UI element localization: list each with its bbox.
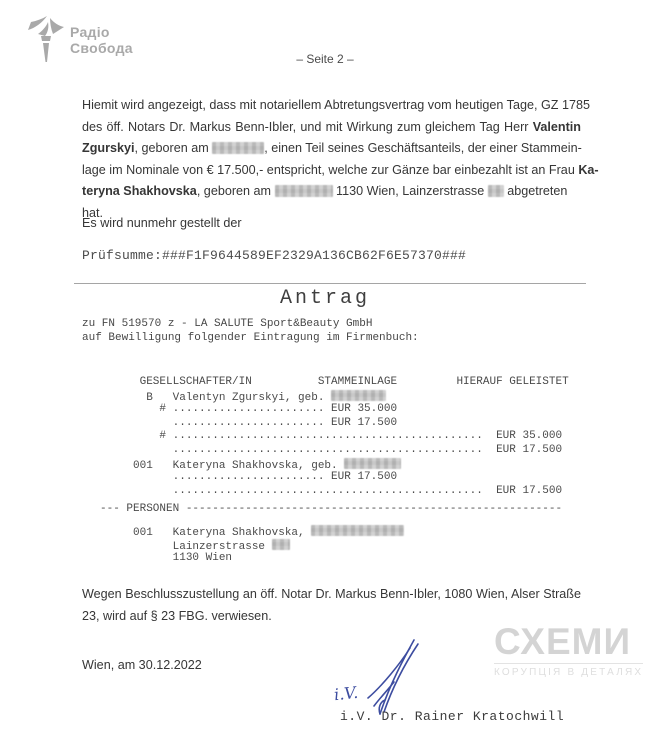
- table-row: ....................... EUR 17.500: [100, 471, 398, 484]
- date-place-line: Wien, am 30.12.2022: [82, 658, 202, 672]
- redacted-birthdate-1: [212, 142, 264, 154]
- antrag-request-line: auf Bewilligung folgender Eintragung im Firmenbuch:: [82, 332, 419, 344]
- intro-line-5: teryna Shakhovska, geboren am 1130 Wien, Lainzerstrasse abgetreten hat.: [82, 184, 568, 220]
- person-block: [100, 525, 569, 566]
- person-row-city: 1130 Wien: [100, 552, 233, 565]
- table-header-row: GESELLSCHAFTER/IN STAMMEINLAGE HIERAUF GELEISTET: [100, 376, 569, 388]
- page-number-label: – Seite 2 –: [296, 52, 354, 66]
- register-table: [100, 376, 569, 566]
- antrag-subject-line: zu FN 519570 z - LA SALUTE Sport&Beauty GmbH: [82, 318, 373, 330]
- statement-line: Es wird nunmehr gestellt der: [82, 216, 242, 230]
- intro-line-2: des öff. Notars Dr. Markus Benn-Ibler, und mit Wirkung zum gleichem Tag Herr Valentin: [82, 119, 581, 134]
- table-row: ....................... EUR 17.500: [100, 416, 398, 429]
- logo-line-1: Радіо: [70, 24, 110, 40]
- watermark-subtitle: КОРУПЦІЯ В ДЕТАЛЯХ: [494, 663, 643, 678]
- handwritten-signature-icon: [330, 636, 440, 720]
- redacted-birthdate-3: [331, 390, 386, 401]
- bold-name-shakhovska: teryna Shakhovska: [82, 184, 197, 199]
- table-row-001: 001 Kateryna Shakhovska, geb.: [100, 458, 569, 472]
- table-row-b: B Valentyn Zgurskyi, geb.: [100, 390, 569, 404]
- watermark-title: СХЕМИ: [494, 621, 632, 662]
- logo-line-2: Свобода: [70, 40, 133, 56]
- closing-line-2: 23, wird auf § 23 FBG. verwiesen.: [82, 609, 272, 623]
- table-row: # ............................................... EUR 35.000: [100, 430, 563, 443]
- personen-separator: --- PERSONEN ---------------------------------------------------------: [100, 503, 563, 516]
- redacted-birthdate-5: [311, 525, 404, 536]
- intro-line-3: Zgurskyi, geboren am , einen Teil seines Geschäftsanteils, der einer Stammein-: [82, 141, 582, 156]
- closing-line-1: Wegen Beschlusszustellung an öff. Notar Dr. Markus Benn-Ibler, 1080 Wien, Alser Straße: [82, 587, 581, 601]
- horizontal-rule: [74, 283, 586, 284]
- person-row-name: 001 Kateryna Shakhovska,: [100, 525, 569, 539]
- intro-line-1: Hiemit wird angezeigt, dass mit notariellem Abtretungsvertrag vom heutigen Tage, GZ 1785: [82, 98, 590, 112]
- bold-name-valentin: Valentin: [532, 119, 581, 134]
- redacted-birthdate-4: [344, 458, 401, 469]
- table-row: ............................................... EUR 17.500: [100, 443, 563, 456]
- intro-line-4: lage im Nominale von € 17.500,- entspricht, welche zur Gänze bar einbezahlt ist an Frau Ka-: [82, 162, 599, 177]
- table-row: ............................................... EUR 17.500: [100, 484, 563, 497]
- skhemy-watermark: [494, 623, 643, 678]
- person-row-street: Lainzerstrasse: [100, 539, 569, 553]
- intro-paragraph: [82, 95, 599, 225]
- handwritten-iv-label: i.V.: [333, 682, 359, 705]
- antrag-title: Antrag: [279, 287, 370, 310]
- redacted-house-number-1: [488, 185, 504, 197]
- typed-signature-line: i.V. Dr. Rainer Kratochwill: [340, 709, 565, 724]
- table-row: # ....................... EUR 35.000: [100, 403, 398, 416]
- bold-name-ka: Ka-: [578, 162, 599, 177]
- bold-name-zgurskyi: Zgurskyi: [82, 141, 135, 156]
- checksum-line: Prüfsumme:###F1F9644589EF2329A136CB62F6E57370###: [82, 248, 467, 263]
- redacted-birthdate-2: [275, 185, 333, 197]
- redacted-house-number-2: [272, 539, 290, 550]
